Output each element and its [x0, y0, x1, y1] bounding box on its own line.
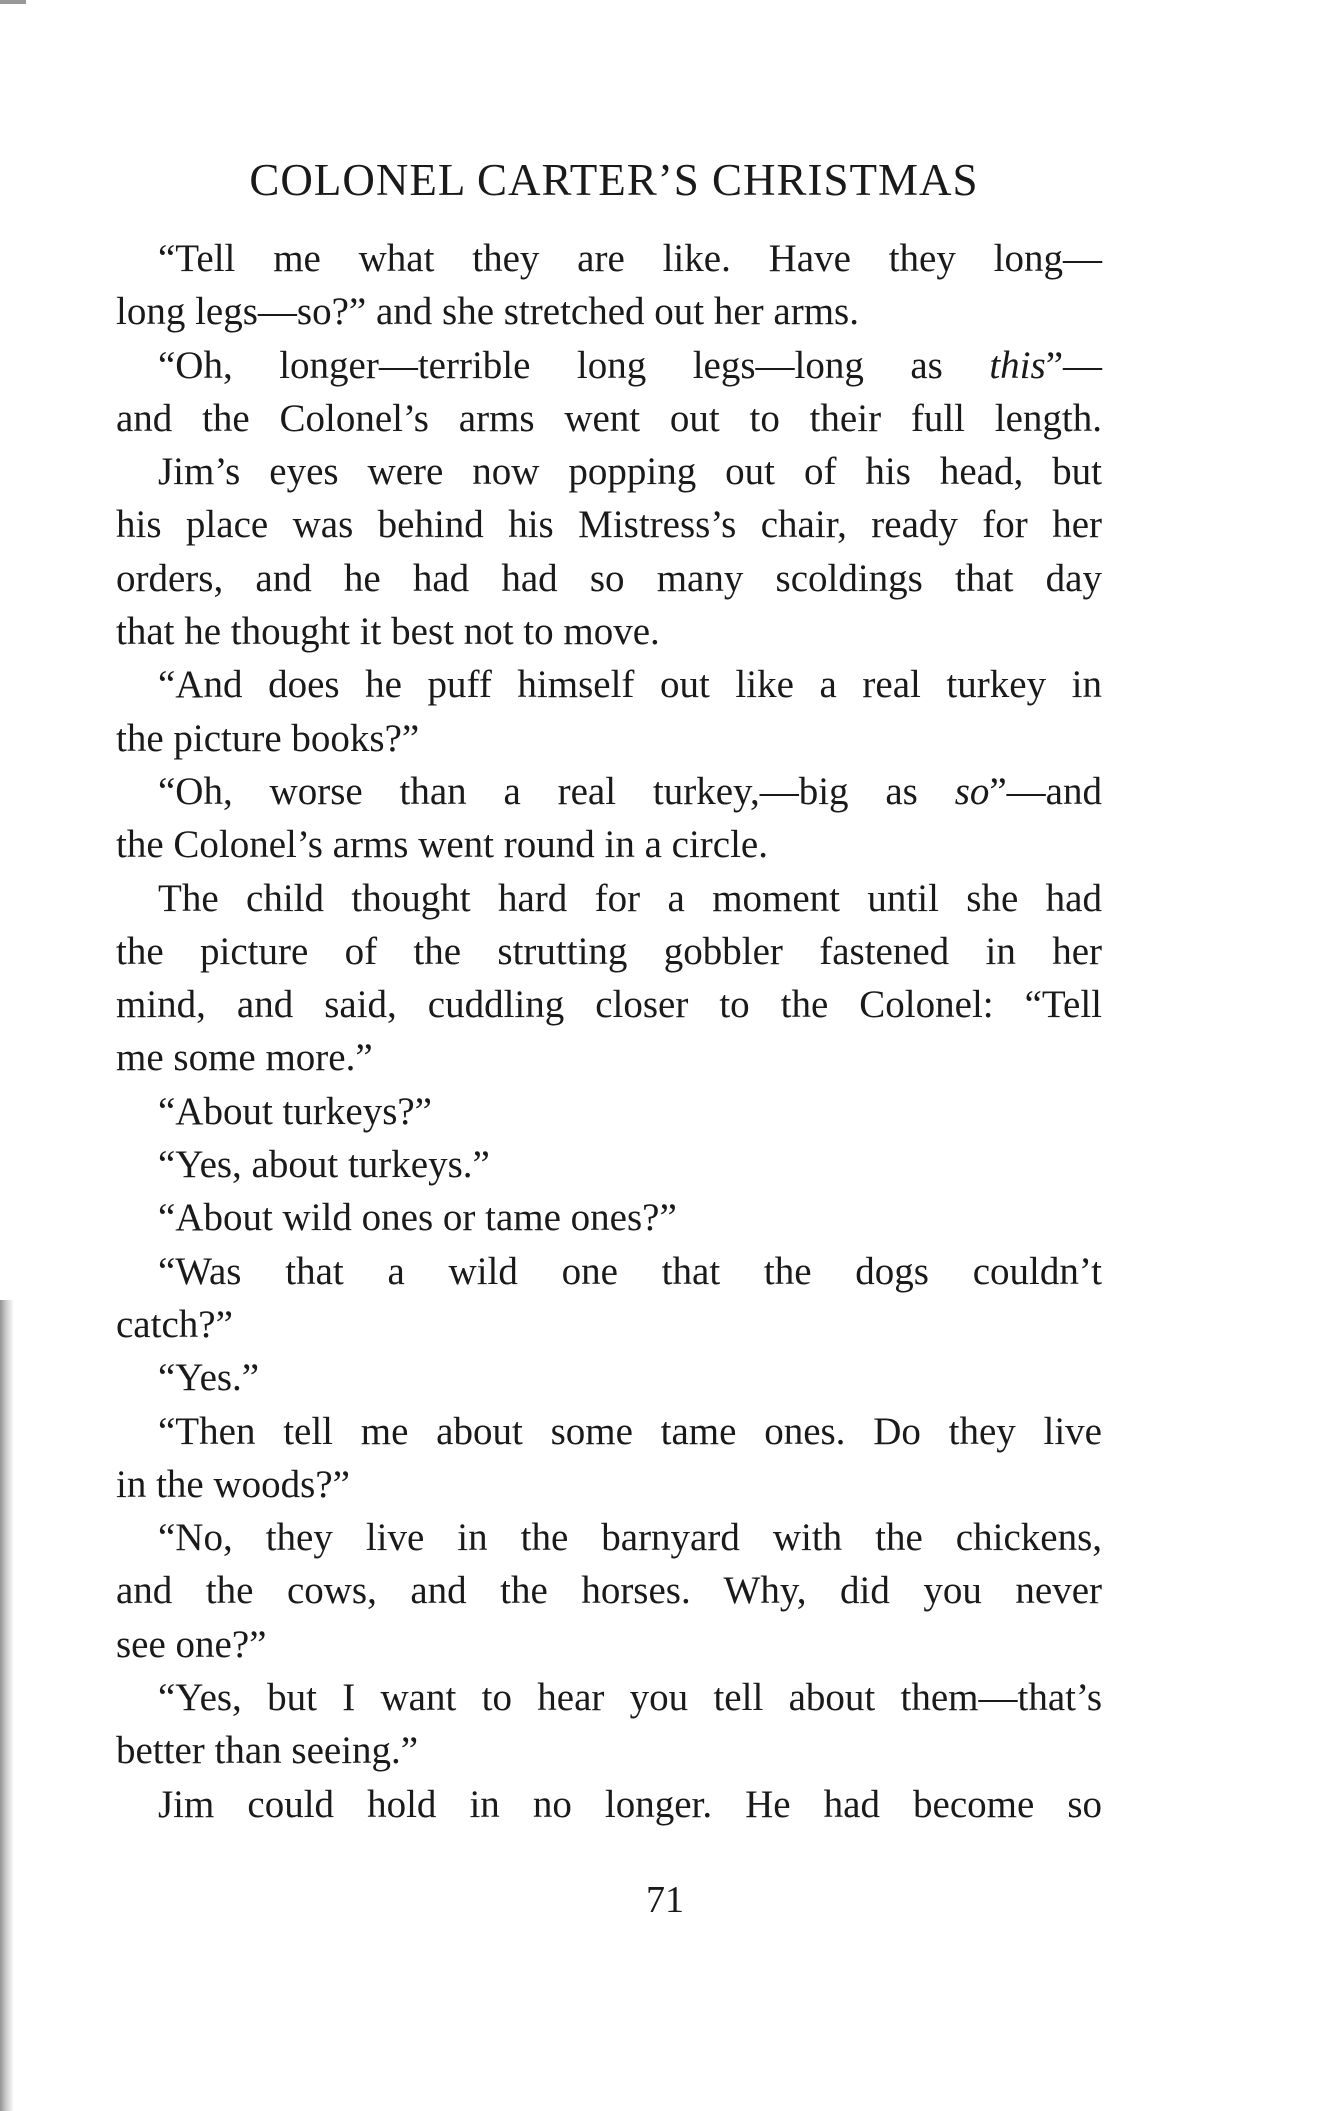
text-line: his place was behind his Mistress’s chair, ready for her — [116, 503, 1102, 547]
text-line: that he thought it best not to move. — [116, 610, 660, 654]
text-line: “About turkeys?” — [158, 1089, 432, 1133]
text-line: “Was that a wild one that the dogs couldn’t — [158, 1249, 1102, 1293]
text-line: mind, and said, cuddling closer to the Colonel: “Tell — [116, 983, 1102, 1027]
scan-edge-shadow — [0, 1300, 14, 2111]
text-line: “About wild ones or tame ones?” — [158, 1196, 677, 1240]
text-line: in the woods?” — [116, 1462, 350, 1506]
text-line: “No, they live in the barnyard with the chickens, — [158, 1516, 1102, 1560]
text-line: “Yes, but I want to hear you tell about them—that’s — [158, 1676, 1102, 1720]
body-text — [116, 232, 1102, 1831]
text-line: “Oh, longer—terrible long legs—long as this”— — [158, 343, 1102, 387]
text-line: “Then tell me about some tame ones. Do they live — [158, 1409, 1102, 1453]
text-line: long legs—so?” and she stretched out her arms. — [116, 290, 859, 334]
text-line: see one?” — [116, 1622, 267, 1666]
page-number: 71 — [646, 1879, 684, 1921]
text-line: and the cows, and the horses. Why, did you never — [116, 1569, 1102, 1613]
text-line: The child thought hard for a moment until she had — [158, 876, 1102, 920]
text-line: “Tell me what they are like. Have they long— — [158, 237, 1102, 280]
text-line: “Oh, worse than a real turkey,—big as so”—and — [158, 769, 1102, 813]
text-line: the picture of the strutting gobbler fastened in her — [116, 929, 1102, 973]
text-line: orders, and he had had so many scoldings that day — [116, 556, 1102, 600]
scan-edge-mark — [0, 0, 26, 4]
running-head: COLONEL CARTER’S CHRISTMAS — [249, 155, 979, 205]
text-line: the picture books?” — [116, 716, 420, 760]
text-line: the Colonel’s arms went round in a circle. — [116, 823, 768, 867]
text-line: “And does he puff himself out like a real turkey in — [158, 663, 1102, 707]
text-line: “Yes, about turkeys.” — [158, 1143, 490, 1187]
text-line: better than seeing.” — [116, 1729, 419, 1773]
text-line: “Yes.” — [158, 1356, 260, 1400]
text-line: catch?” — [116, 1302, 233, 1346]
text-line: Jim could hold in no longer. He had become so — [158, 1782, 1102, 1826]
text-line: and the Colonel’s arms went out to their full length. — [116, 396, 1102, 440]
text-line: Jim’s eyes were now popping out of his head, but — [158, 450, 1102, 494]
text-line: me some more.” — [116, 1036, 373, 1080]
